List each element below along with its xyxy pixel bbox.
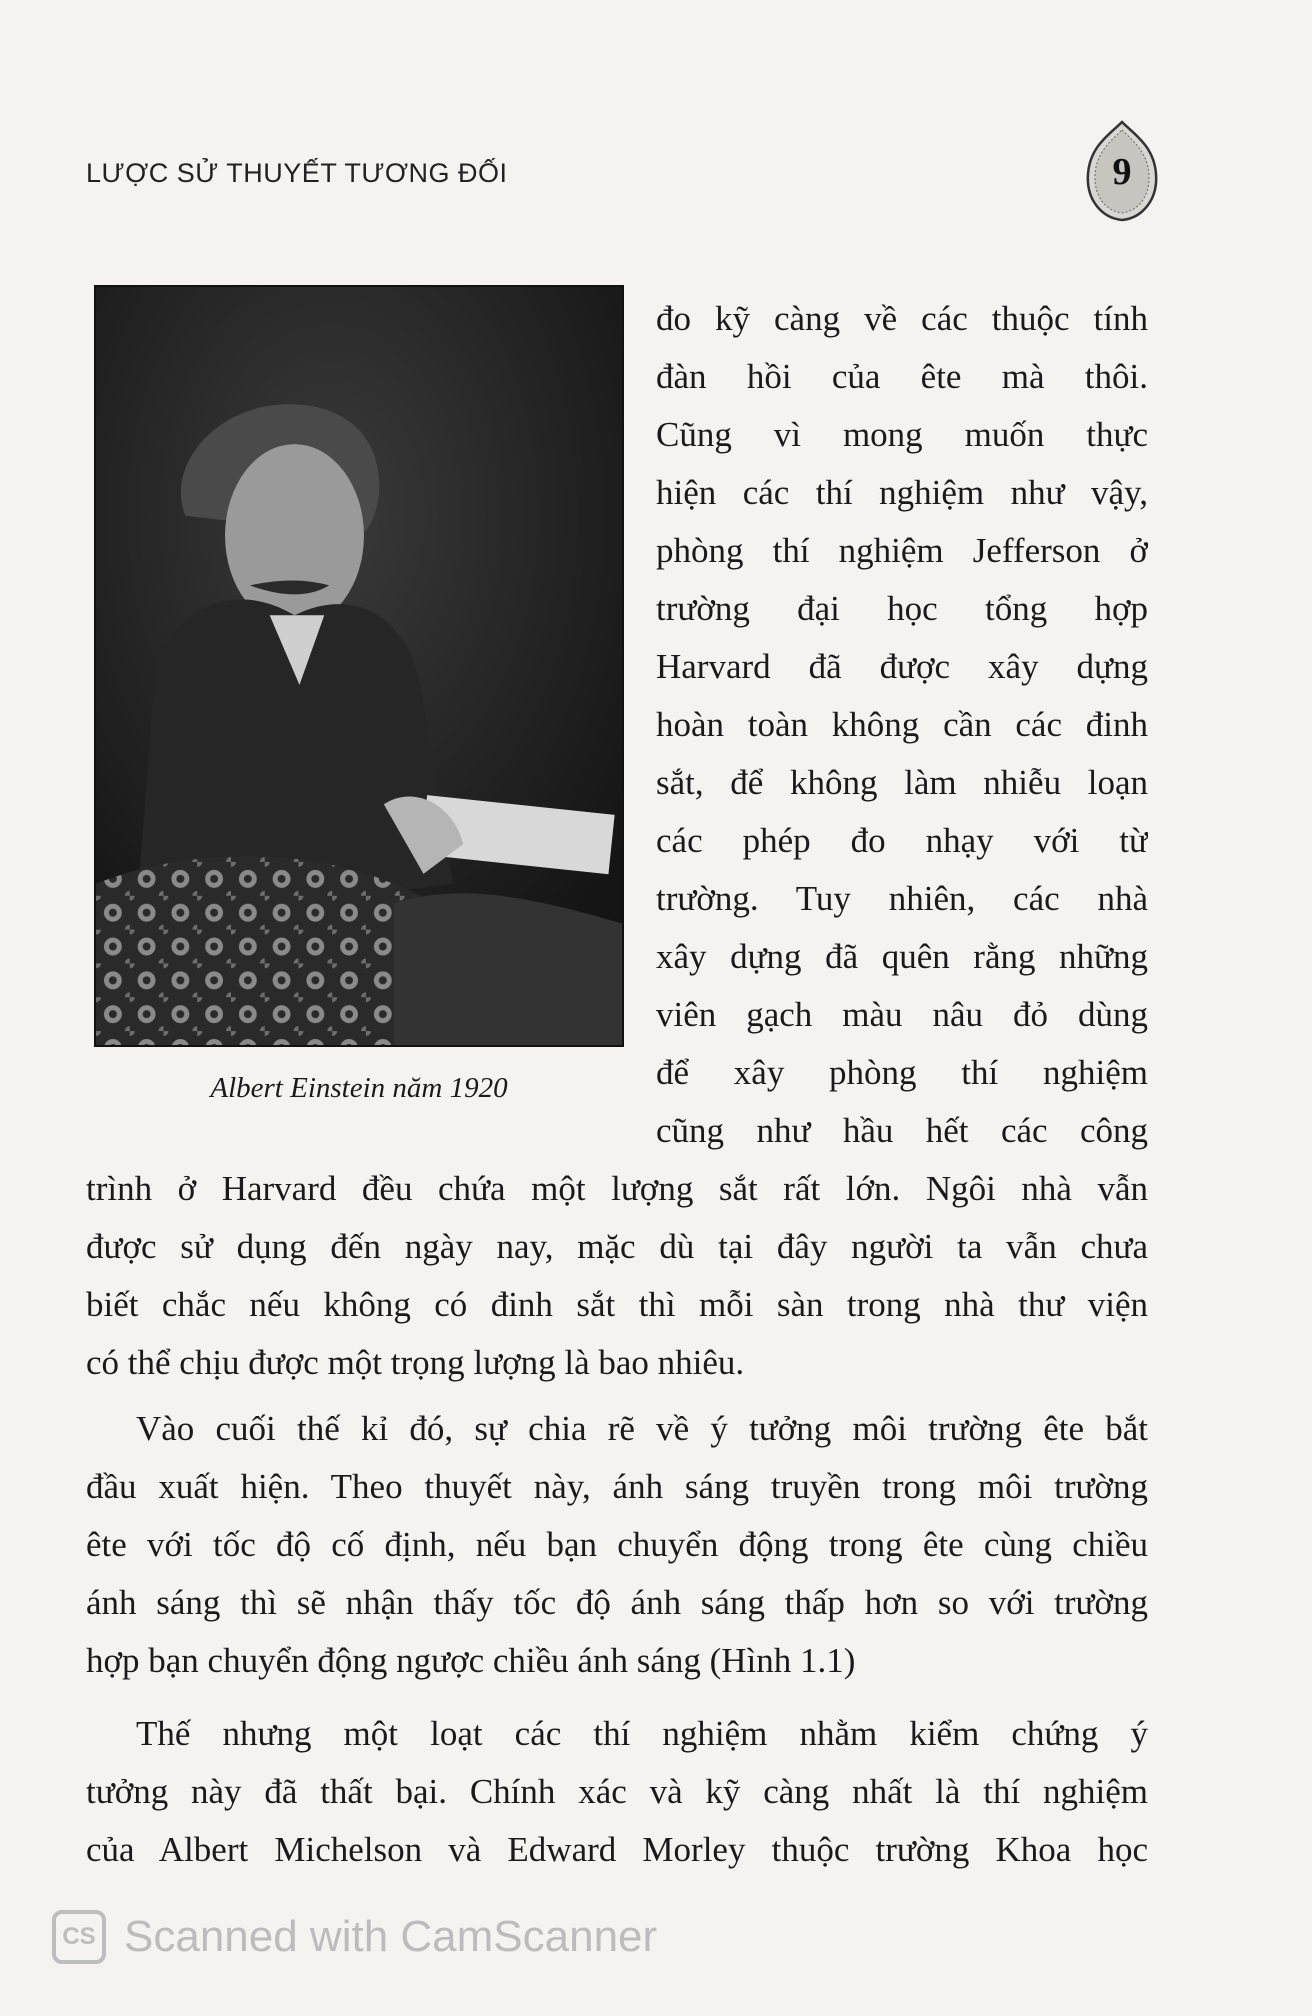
text-line: đầu xuất hiện. Theo thuyết này, ánh sáng truyền trong môi trường (86, 1467, 1148, 1506)
paragraph-1 (86, 1160, 1148, 1392)
text-line: hợp bạn chuyển động ngược chiều ánh sáng (Hình 1.1) (86, 1641, 856, 1680)
text-line: tưởng này đã thất bại. Chính xác và kỹ càng nhất là thí nghiệm (86, 1772, 1148, 1811)
text-line: Vào cuối thế kỉ đó, sự chia rẽ về ý tưởng môi trường ête bắt (136, 1409, 1148, 1448)
text-line: trình ở Harvard đều chứa một lượng sắt rất lớn. Ngôi nhà vẫn (86, 1169, 1148, 1208)
figure-caption: Albert Einstein năm 1920 (210, 1072, 508, 1104)
text-line: hiện các thí nghiệm như vậy, (656, 473, 1148, 512)
text-line: cũng như hầu hết các công (656, 1111, 1148, 1150)
text-line: các phép đo nhạy với từ (656, 821, 1148, 860)
watermark-text: Scanned with CamScanner (124, 1912, 658, 1961)
text-line: Thế nhưng một loạt các thí nghiệm nhằm kiểm chứng ý (136, 1714, 1148, 1753)
side-text-column (656, 290, 1148, 1160)
text-line: để xây phòng thí nghiệm (656, 1053, 1148, 1092)
camscanner-logo-icon: CS (52, 1910, 106, 1964)
paragraph-3 (86, 1705, 1148, 1879)
text-line: của Albert Michelson và Edward Morley thuộc trường Khoa học (86, 1830, 1148, 1869)
text-line: sắt, để không làm nhiễu loạn (656, 763, 1148, 802)
text-line: có thể chịu được một trọng lượng là bao nhiêu. (86, 1343, 745, 1382)
text-line: Harvard đã được xây dựng (656, 647, 1148, 686)
text-line: trường. Tuy nhiên, các nhà (656, 879, 1148, 918)
text-line: phòng thí nghiệm Jefferson ở (656, 531, 1148, 570)
einstein-photo (94, 285, 624, 1047)
paragraph-2 (86, 1400, 1148, 1690)
running-header: LƯỢC SỬ THUYẾT TƯƠNG ĐỐI (86, 158, 508, 188)
text-line: xây dựng đã quên rằng những (656, 937, 1148, 976)
text-line: hoàn toàn không cần các đinh (656, 705, 1148, 744)
text-line: được sử dụng đến ngày nay, mặc dù tại đây người ta vẫn chưa (86, 1227, 1148, 1266)
camscanner-watermark (52, 1910, 657, 1964)
text-line: đo kỹ càng về các thuộc tính (656, 299, 1148, 338)
text-line: viên gạch màu nâu đỏ dùng (656, 995, 1148, 1034)
page-number-badge (1082, 120, 1162, 222)
text-line: biết chắc nếu không có đinh sắt thì mỗi sàn trong nhà thư viện (86, 1285, 1148, 1324)
text-line: Cũng vì mong muốn thực (656, 415, 1148, 454)
text-line: đàn hồi của ête mà thôi. (656, 357, 1148, 396)
page-number: 9 (1112, 151, 1132, 193)
text-line: trường đại học tổng hợp (656, 589, 1148, 628)
text-line: ánh sáng thì sẽ nhận thấy tốc độ ánh sáng thấp hơn so với trường (86, 1583, 1148, 1622)
text-line: ête với tốc độ cố định, nếu bạn chuyển động trong ête cùng chiều (86, 1525, 1148, 1564)
